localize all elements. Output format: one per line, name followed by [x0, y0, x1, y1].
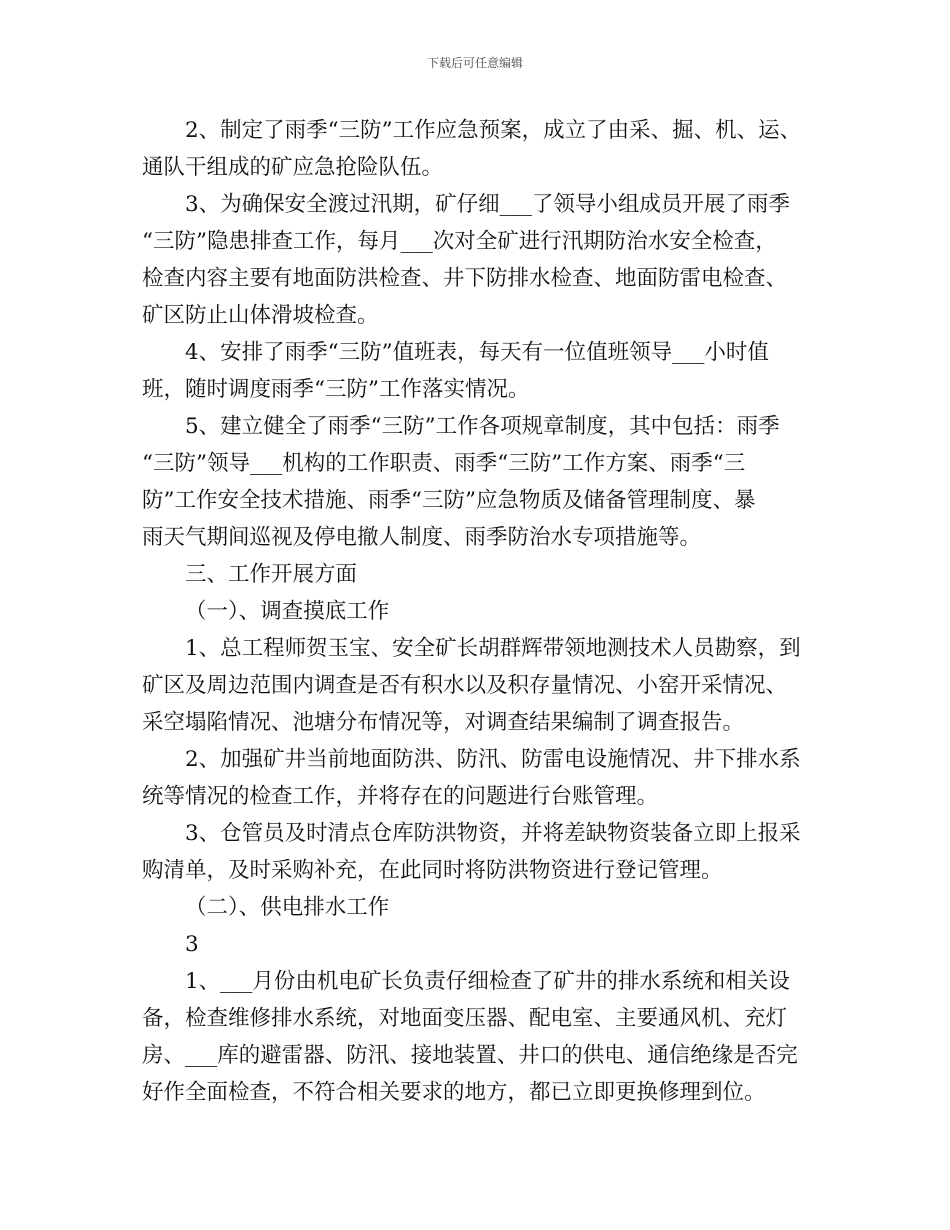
text-line: 通队干组成的矿应急抢险队伍。 — [142, 155, 444, 180]
text-line: （二）、供电排水工作 — [185, 895, 390, 920]
text-line: 购清单，及时采购补充，在此同时将防洪物资进行登记管理。 — [142, 858, 723, 883]
text-line: 好作全面检查，不符合相关要求的地方，都已立即更换修理到位。 — [142, 1080, 766, 1105]
page-header: 下载后可任意编辑 — [426, 56, 523, 70]
text-line: 2、加强矿井当前地面防洪、防汛、防雷电设施情况、井下排水系 — [185, 747, 801, 772]
text-line: 3、为确保安全渡过汛期，矿仔细___了领导小组成员开展了雨季 — [185, 192, 790, 217]
text-line: 1、总工程师贺玉宝、安全矿长胡群辉带领地测技术人员勘察，到 — [185, 636, 801, 661]
text-line: 班，随时调度雨季“三防”工作落实情况。 — [142, 377, 530, 402]
text-line: 5、建立健全了雨季“三防”工作各项规章制度，其中包括：雨季 — [185, 414, 780, 439]
text-line: 三、工作开展方面 — [185, 562, 358, 587]
text-line: 采空塌陷情况、池塘分布情况等，对调查结果编制了调查报告。 — [142, 710, 745, 735]
text-line: 雨天气期间巡视及停电撤人制度、雨季防治水专项措施等。 — [142, 525, 702, 550]
text-line: 防”工作安全技术措施、雨季“三防”应急物质及储备管理制度、暴 — [142, 488, 756, 513]
text-line: 1、___月份由机电矿长负责仔细检查了矿井的排水系统和相关设 — [185, 969, 790, 994]
text-line: 3 — [185, 932, 199, 957]
text-line: 4、安排了雨季“三防”值班表，每天有一位值班领导___小时值 — [185, 340, 769, 365]
text-line: 检查内容主要有地面防洪检查、井下防排水检查、地面防雷电检查、 — [142, 266, 788, 291]
text-line: （一）、调查摸底工作 — [185, 599, 390, 624]
text-line: “三防”隐患排查工作，每月___次对全矿进行汛期防治水安全检查， — [142, 229, 777, 254]
text-line: 2、制定了雨季“三防”工作应急预案，成立了由采、掘、机、运、 — [185, 118, 802, 143]
text-line: 矿区及周边范围内调查是否有积水以及积存量情况、小窑开采情况、 — [142, 673, 788, 698]
document-body — [142, 112, 828, 1111]
text-line: 3、仓管员及时清点仓库防洪物资，并将差缺物资装备立即上报采 — [185, 821, 801, 846]
text-line: 矿区防止山体滑坡检查。 — [142, 303, 379, 328]
text-line: 统等情况的检查工作，并将存在的问题进行台账管理。 — [142, 784, 659, 809]
text-line: 备，检查维修排水系统，对地面变压器、配电室、主要通风机、充灯 — [142, 1006, 788, 1031]
text-line: “三防”领导___机构的工作职责、雨季“三防”工作方案、雨季“三 — [142, 451, 746, 476]
text-line: 房、___库的避雷器、防汛、接地装置、井口的供电、通信绝缘是否完 — [142, 1043, 798, 1068]
